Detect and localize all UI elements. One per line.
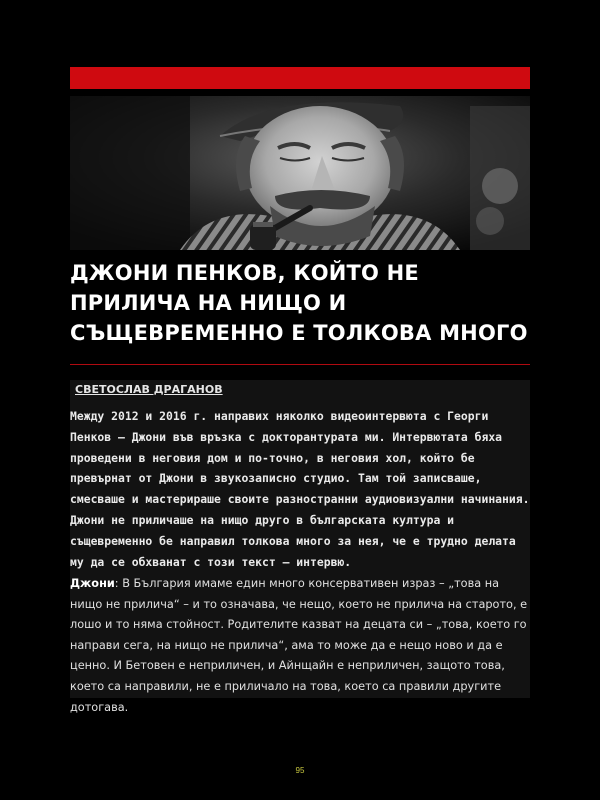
header-accent-bar bbox=[70, 67, 530, 89]
speaker-label: Джони bbox=[70, 577, 115, 590]
article-title: ДЖОНИ ПЕНКОВ, КОЙТО НЕ ПРИЛИЧА НА НИЩО И СЪЩЕВРЕМЕННО Е ТОЛКОВА МНОГО bbox=[70, 261, 528, 345]
portrait-illustration bbox=[70, 96, 530, 250]
portrait-photo bbox=[70, 96, 530, 250]
answer-text: : В България имаме един много консервативен израз – „това на нищо не прилича“ – и то означава, че нещо, което не прилича на старото, е лошо и то няма стойност. Родителите казват на децата си – „това, което го направи сега, на нищо не прилича“, ама то може да е нещо ново и да е ценно. И Бетовен е неприличен, и Айнщайн е неприличен, защото това, което са направили, не е приличало на това, което са правили другите дотогава. bbox=[70, 577, 528, 714]
author-byline[interactable]: СВЕТОСЛАВ ДРАГАНОВ bbox=[75, 383, 223, 396]
lead-paragraph: Между 2012 и 2016 г. направих няколко видеоинтервюта с Георги Пенков – Джони във връзка с докторантурата ми. Интервютата бяха проведени в неговия дом и по-точно, в неговия хол, който бе превърнат от Джони в звукозаписно студио. Там той записваше, смесваше и мастерираше своите разностранни аудиовизуални начинания. Джони не приличаше на нищо друго в българската култура и същевременно бе направил толкова много за нея, че е трудно делата му да се обхванат с този текст – интервю. bbox=[70, 409, 530, 569]
page-number: 95 bbox=[295, 766, 305, 775]
title-divider bbox=[70, 364, 530, 365]
interview-answer bbox=[70, 574, 530, 718]
